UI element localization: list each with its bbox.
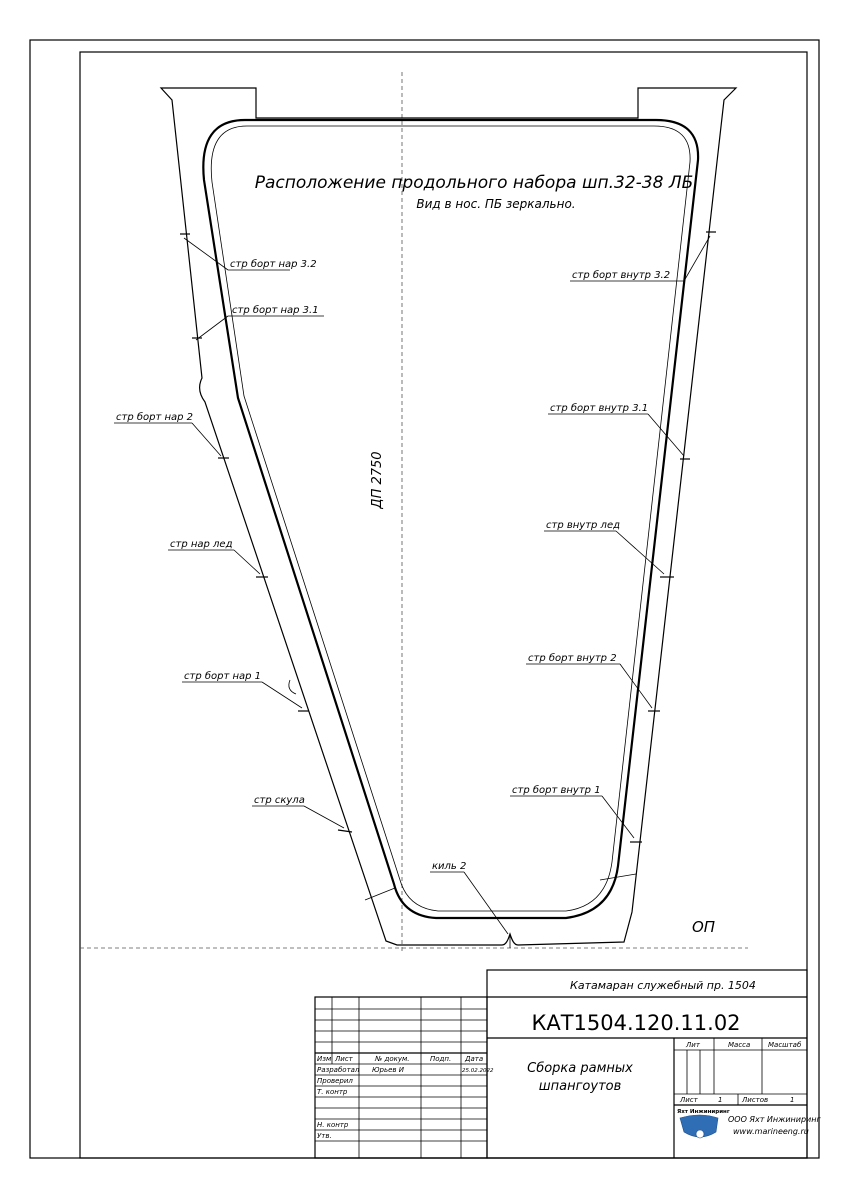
role-norm-control: Н. контр [317,1121,349,1129]
outer-stringer-ticks [180,234,352,832]
sheet-value: 1 [718,1096,723,1104]
role-approved: Утв. [317,1132,332,1140]
hdr-doc: № докум. [375,1055,410,1063]
svg-text:стр борт внутр 2: стр борт внутр 2 [528,653,617,664]
company-logo-icon [677,1109,730,1138]
callout-outer-1 [182,670,302,708]
baseline-label: ОП [692,918,716,936]
svg-text:стр борт внутр 3.2: стр борт внутр 3.2 [572,270,671,281]
svg-text:стр борт нар 3.2: стр борт нар 3.2 [230,259,317,270]
callout-inner-ice [544,520,664,574]
hdr-scale: Масштаб [768,1041,802,1049]
name-line2: шпангоутов [538,1079,622,1094]
designation: КАТ1504.120.11.02 [531,1011,741,1035]
sheets-value: 1 [790,1096,795,1104]
project-name: Катамаран служебный пр. 1504 [570,979,756,992]
hdr-izm: Изм [317,1055,332,1063]
hdr-lit: Лит [686,1041,700,1049]
name-line1: Сборка рамных [527,1061,633,1076]
sheets-label: Листов [742,1096,769,1104]
hdr-sign: Подп. [430,1055,452,1063]
callout-bilge [252,795,344,828]
frame-outer-contour [161,88,736,948]
bracket-left [365,888,395,900]
title-block [315,970,821,1158]
callout-inner-2 [526,652,652,708]
role-checked: Проверил [317,1077,353,1085]
callout-outer-31 [196,304,324,340]
callout-keel [430,861,508,934]
inner-stringer-ticks [630,232,716,842]
company-name: ООО Яхт Инжиниринг [728,1115,821,1124]
centerline-label: ДП 2750 [370,451,385,509]
frame-inner-flange [211,126,690,911]
inner-frame [80,52,807,1158]
svg-text:стр внутр лед: стр внутр лед [546,520,621,531]
sheet-label: Лист [680,1096,698,1104]
bracket-right [600,874,636,880]
role-developed: Разработал [317,1066,360,1074]
callout-outer-2 [114,411,221,456]
hdr-mass: Масса [728,1041,751,1049]
developer-name: Юрьев И [372,1066,405,1074]
drawing-subtitle: Вид в нос. ПБ зеркально. [416,197,576,211]
svg-text:Яхт Инжиниринг: Яхт Инжиниринг [677,1109,730,1115]
svg-text:стр борт нар 1: стр борт нар 1 [184,671,262,682]
hdr-date: Дата [465,1055,484,1063]
svg-text:стр борт нар 2: стр борт нар 2 [116,412,194,423]
svg-text:стр борт нар 3.1: стр борт нар 3.1 [232,305,319,316]
svg-text:стр скула: стр скула [254,795,305,806]
callout-outer-32 [184,238,317,270]
drawing-title: Расположение продольного набора шп.32-38 ЛБ [254,173,694,193]
svg-text:стр борт внутр 3.1: стр борт внутр 3.1 [550,403,649,414]
svg-text:стр нар лед: стр нар лед [170,539,233,550]
callout-inner-31 [548,402,684,456]
svg-text:стр борт внутр 1: стр борт внутр 1 [512,785,601,796]
callout-outer-ice [168,539,260,574]
role-tech-control: Т. контр [317,1088,348,1096]
develop-date: 25.02.2022 [462,1068,494,1074]
hdr-list: Лист [335,1055,353,1063]
company-site: www.marineeng.ru [733,1127,809,1136]
svg-text:киль 2: киль 2 [432,861,467,872]
